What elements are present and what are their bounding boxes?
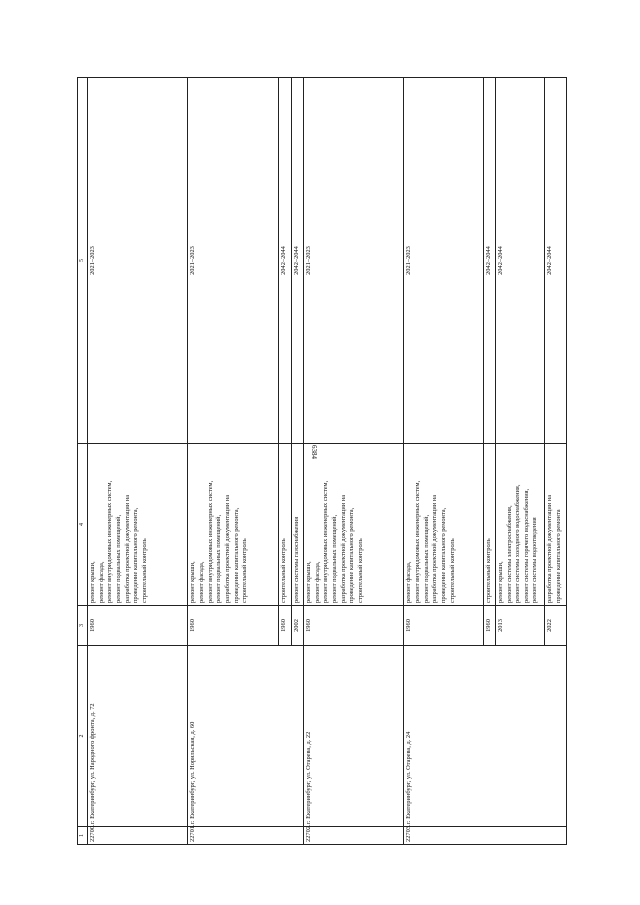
- work-item: проведение капитального ремонта,: [132, 507, 140, 603]
- work-item: ремонт фасада,: [198, 561, 206, 603]
- table-header: [78, 78, 88, 845]
- work-item: ремонт системы холодного водоснабжения,: [514, 484, 522, 603]
- row-term: 2021–2023: [304, 78, 404, 444]
- work-item: ремонт фасада,: [405, 561, 413, 603]
- work-item: ремонт подвальных помещений,: [114, 514, 122, 603]
- row-number: 22703.: [404, 827, 567, 845]
- row-year: 1960: [483, 606, 495, 646]
- work-item: ремонт системы газоснабжения: [292, 516, 300, 603]
- work-item: ремонт фасада,: [97, 561, 105, 603]
- row-term: 2042–2044: [291, 78, 303, 444]
- header-col-5: 5: [78, 78, 88, 444]
- work-item: проведение капитального ремонта,: [232, 507, 240, 603]
- header-col-3: 3: [78, 606, 88, 646]
- work-item: ремонт крыши,: [189, 561, 197, 603]
- work-item: строительный контроль: [280, 538, 288, 603]
- table-rotator: [77, 78, 567, 845]
- page-number: 6384: [310, 445, 318, 459]
- work-item: разработка проектной документации на: [339, 494, 347, 603]
- work-item: ремонт системы водоотведения: [531, 517, 539, 603]
- work-item: ремонт фасада,: [313, 561, 321, 603]
- row-works: [404, 444, 483, 606]
- table-row: [304, 78, 404, 845]
- work-item: ремонт подвальных помещений,: [422, 514, 430, 603]
- work-item: разработка проектной документации на: [123, 494, 131, 603]
- work-item: строительный контроль: [241, 538, 249, 603]
- row-works: [304, 444, 404, 606]
- row-works: [495, 444, 544, 606]
- work-item: ремонт подвальных помещений,: [215, 514, 223, 603]
- work-item: ремонт подвальных помещений,: [330, 514, 338, 603]
- row-year: 1960: [88, 606, 188, 646]
- row-works: [291, 444, 303, 606]
- row-number: 22701.: [188, 827, 304, 845]
- work-item: ремонт крыши,: [496, 561, 504, 603]
- row-works: [88, 444, 188, 606]
- header-row: [78, 78, 88, 845]
- row-term: 2042–2044: [483, 78, 495, 444]
- work-item: ремонт внутридомовых инженерных систем,: [106, 480, 114, 603]
- work-item: проведение капитального ремонта,: [348, 507, 356, 603]
- row-year: 1960: [404, 606, 483, 646]
- table-wrapper: [77, 78, 567, 845]
- row-works: [545, 444, 567, 606]
- table-row: [188, 78, 279, 845]
- work-item: ремонт внутридомовых инженерных систем,: [414, 480, 422, 603]
- row-number: 22700.: [88, 827, 188, 845]
- work-item: ремонт внутридомовых инженерных систем,: [322, 480, 330, 603]
- work-item: разработка проектной документации на: [431, 494, 439, 603]
- row-address: г. Екатеринбург, ул. Отарева, д. 24: [404, 646, 567, 827]
- row-address: г. Екатеринбург, ул. Отарева, д. 22: [304, 646, 404, 827]
- row-year: 2013: [495, 606, 544, 646]
- row-term: 2042–2044: [545, 78, 567, 444]
- row-year: 2022: [545, 606, 567, 646]
- repair-schedule-table: [77, 77, 567, 845]
- table-row: [88, 78, 188, 845]
- row-works: [279, 444, 291, 606]
- row-term: 2021–2023: [88, 78, 188, 444]
- row-works: [483, 444, 495, 606]
- work-item: разработка проектной документации на: [546, 494, 554, 603]
- table-body: [88, 78, 567, 845]
- row-term: 2021–2023: [404, 78, 483, 444]
- row-year: 1960: [304, 606, 404, 646]
- work-item: строительный контроль: [140, 538, 148, 603]
- work-item: строительный контроль: [484, 538, 492, 603]
- row-term: 2042–2044: [279, 78, 291, 444]
- work-item: ремонт крыши,: [305, 561, 313, 603]
- work-item: ремонт крыши,: [89, 561, 96, 603]
- header-col-4: 4: [78, 444, 88, 606]
- header-col-1: 1: [78, 827, 88, 845]
- work-item: ремонт системы горячего водоснабжения,: [522, 488, 530, 603]
- work-item: проведение капитального ремонта,: [440, 507, 448, 603]
- row-address: г. Екатеринбург, ул. Норильская, д. 60: [188, 646, 304, 827]
- work-item: разработка проектной документации на: [223, 494, 231, 603]
- row-year: 2002: [291, 606, 303, 646]
- table-row: [404, 78, 483, 845]
- work-item: строительный контроль: [356, 538, 364, 603]
- row-works: [188, 444, 279, 606]
- work-item: ремонт внутридомовых инженерных систем,: [206, 480, 214, 603]
- row-year: 1960: [188, 606, 279, 646]
- row-number: 22702.: [304, 827, 404, 845]
- work-item: проведение капитального ремонта: [554, 509, 562, 603]
- work-item: строительный контроль: [448, 538, 456, 603]
- row-term: 2042–2044: [495, 78, 544, 444]
- header-col-2: 2: [78, 646, 88, 827]
- row-year: 1960: [279, 606, 291, 646]
- row-term: 2021–2023: [188, 78, 279, 444]
- work-item: ремонт системы электроснабжения,: [505, 505, 513, 603]
- row-address: г. Екатеринбург, ул. Народного фронта, д. 72: [88, 646, 188, 827]
